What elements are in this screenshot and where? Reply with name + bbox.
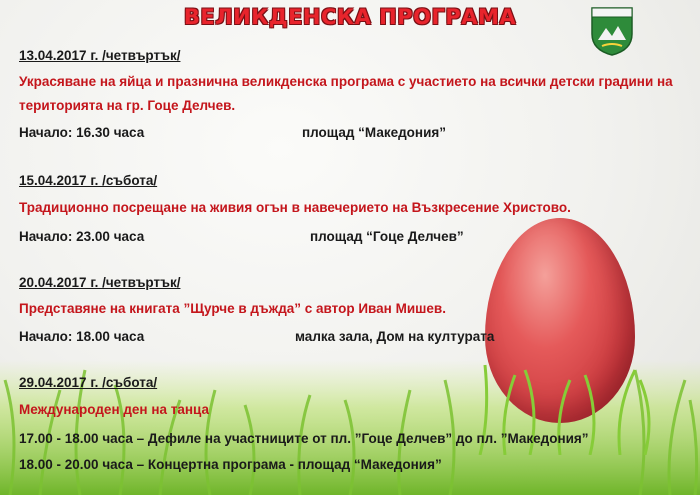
page-title: ВЕЛИКДЕНСКА ПРОГРАМА	[183, 5, 517, 29]
event-description: Традиционно посрещане на живия огън в навечерието на Възкресение Христово.	[19, 200, 571, 215]
event-date: 13.04.2017 г. /четвъртък/	[19, 48, 181, 63]
event-date: 15.04.2017 г. /събота/	[19, 173, 158, 188]
event-description: Украсяване на яйца и празнична великденска програма с участието на всички детски градини на територията на гр. Гоце Делчев.	[19, 74, 673, 113]
event-place: площад “Македония”	[302, 125, 447, 140]
event-start-time: Начало: 18.00 часа	[19, 329, 145, 344]
event-place: площад “Гоце Делчев”	[310, 229, 464, 244]
event-start-time: Начало: 23.00 часа	[19, 229, 145, 244]
event-date: 20.04.2017 г. /четвъртък/	[19, 275, 181, 290]
event-description: Международен ден на танца	[19, 402, 209, 417]
schedule-line: 17.00 - 18.00 часа – Дефиле на участниците от пл. ”Гоце Делчев” до пл. ”Македония”	[19, 431, 589, 446]
schedule-line: 18.00 - 20.00 часа – Концертна програма - площад “Македония”	[19, 457, 442, 472]
event-place: малка зала, Дом на културата	[295, 329, 495, 344]
event-start-time: Начало: 16.30 часа	[19, 125, 145, 140]
town-crest-logo	[590, 6, 634, 56]
event-description: Представяне на книгата ”Щурче в дъжда” с автор Иван Мишев.	[19, 301, 446, 316]
event-date: 29.04.2017 г. /събота/	[19, 375, 158, 390]
